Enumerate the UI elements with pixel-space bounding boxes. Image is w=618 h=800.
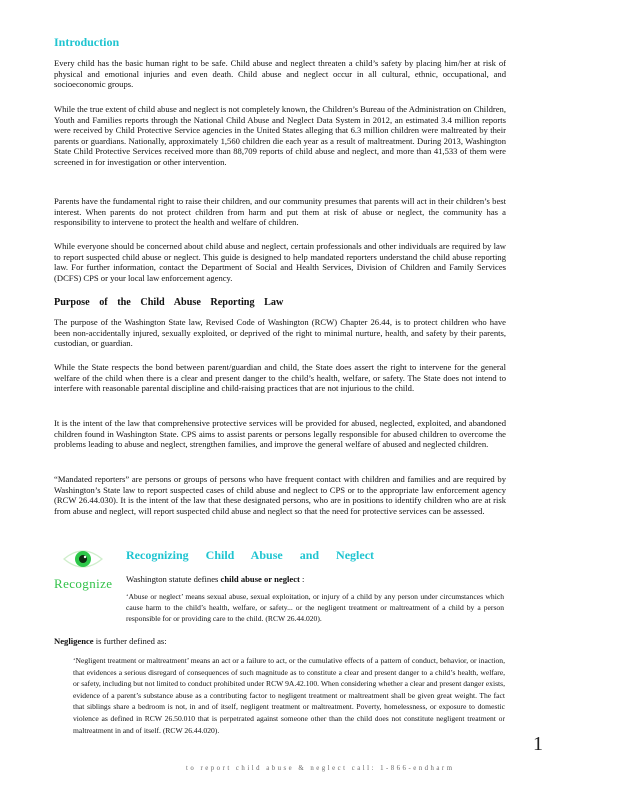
purpose-paragraph-4: “Mandated reporters” are persons or groups of persons who have frequent contact with children and families and are required by Washington’s State law to report suspected cases of child abuse and neglect to CPS or to the appropriate law enforcement agency (RCW 26.44.030). It is the intent of the law that these designated persons, who are in positions to identify children who are at risk from abuse and neglect, will report suspected child abuse and neglect so that the need for protective services can be assessed. [54, 474, 506, 516]
recognize-label: Recognize [54, 576, 113, 591]
recognize-title: Recognizing Child Abuse and Neglect [126, 548, 375, 562]
intro-paragraph-4: While everyone should be concerned about child abuse and neglect, certain professionals and other individuals are required by law to report suspected child abuse or neglect. This guide is designed to help mandated reporters understand the child abuse reporting law. For further information, contact the Department of Social and Health Services, Division of Children and Family Services (DCFS) CPS or your local law enforcement agency. [54, 241, 506, 283]
purpose-paragraph-1: The purpose of the Washington State law, Revised Code of Washington (RCW) Chapter 26.44, is to protect children who have been non-accidentally injured, sexually exploited, or deprived of the right to minimal nurture, health, and safety by their parents, custodian, or guardian. [54, 317, 506, 349]
negligence-line [54, 636, 506, 647]
purpose-title: Purpose of the Child Abuse Reporting Law [54, 297, 284, 308]
statute-line [126, 574, 506, 585]
statute-suffix: : [299, 574, 305, 584]
negligence-term: Negligence [54, 636, 94, 646]
negligence-rest: is further defined as: [93, 636, 167, 646]
statute-term: child abuse or neglect [220, 574, 300, 584]
intro-paragraph-2: While the true extent of child abuse and neglect is not completely known, the Children’s Bureau of the Administration on Children, Youth and Families reports through the National Child Abuse and Neglect Data System in 2012, an estimated 3.4 million reports were received by Child Protective Service agencies in the United States alleging that 6.3 million children were maltreated by their parents or guardians. Nationally, approximately 1,560 children die each year as a result of maltreatment. During 2013, Washington State Child Protective Services received more than 88,709 reports of child abuse and neglect, and more than 41,533 of them were screened in for investigation or other intervention. [54, 104, 506, 167]
abuse-definition-quote: ‘Abuse or neglect’ means sexual abuse, sexual exploitation, or injury of a child by any person under circumstances which cause harm to the child’s health, welfare, or safety... or the negligent treatment or maltreatment of a child by a person responsible for or providing care to the child. (RCW 26.44.020). [126, 592, 504, 623]
page-number: 1 [533, 733, 543, 755]
purpose-paragraph-2: While the State respects the bond between parent/guardian and child, the State does assert the right to intervene for the general welfare of the child when there is a clear and present danger to the child’s health, welfare, or safety. The State does not intend to interfere with reasonable parental discipline and child-raising practices that are not injurious to the child. [54, 362, 506, 394]
eye-icon [63, 546, 103, 572]
intro-paragraph-1: Every child has the basic human right to be safe. Child abuse and neglect threaten a child’s safety by placing him/her at risk of physical and emotional injuries and even death. Child abuse and neglect occur in all cultural, ethnic, occupational, and socioeconomic groups. [54, 58, 506, 90]
statute-prefix: Washington statute defines [126, 574, 221, 584]
negligence-definition-quote: ‘Negligent treatment or maltreatment’ means an act or a failure to act, or the cumulative effects of a pattern of conduct, behavior, or inaction, that evidences a serious disregard of consequences of such magnitude as to constitute a clear and present danger to a child’s health, welfare, or safety, including but not limited to conduct prohibited under RCW 9A.42.100. When considering whether a clear and present danger exists, evidence of a parent’s substance abuse as a contributing factor to negligent treatment or maltreatment shall be given great weight. The fact that siblings share a bedroom is not, in and of itself, negligent treatment or maltreatment. Poverty, homelessness, or exposure to domestic violence as defined in RCW 26.50.010 that is perpetrated against someone other than the child does not constitute negligent treatment or maltreatment in and of itself. (RCW 26.44.020). [73, 656, 505, 735]
intro-title: Introduction [54, 35, 120, 49]
footer-hotline: to report child abuse & neglect call: 1-866-endharm [186, 765, 455, 772]
purpose-paragraph-3: It is the intent of the law that comprehensive protective services will be provided for abused, neglected, exploited, and abandoned children found in Washington State. CPS aims to assist parents or persons legally responsible for abused children to overcome the problems leading to abuse and neglect, strengthen families, and improve the general welfare of abused and neglected children. [54, 418, 506, 450]
intro-paragraph-3: Parents have the fundamental right to raise their children, and our community presumes that parents will act in their children’s best interest. When parents do not protect children from harm and put them at risk of abuse or neglect, the community has a responsibility to intervene to protect the health and welfare of children. [54, 196, 506, 228]
